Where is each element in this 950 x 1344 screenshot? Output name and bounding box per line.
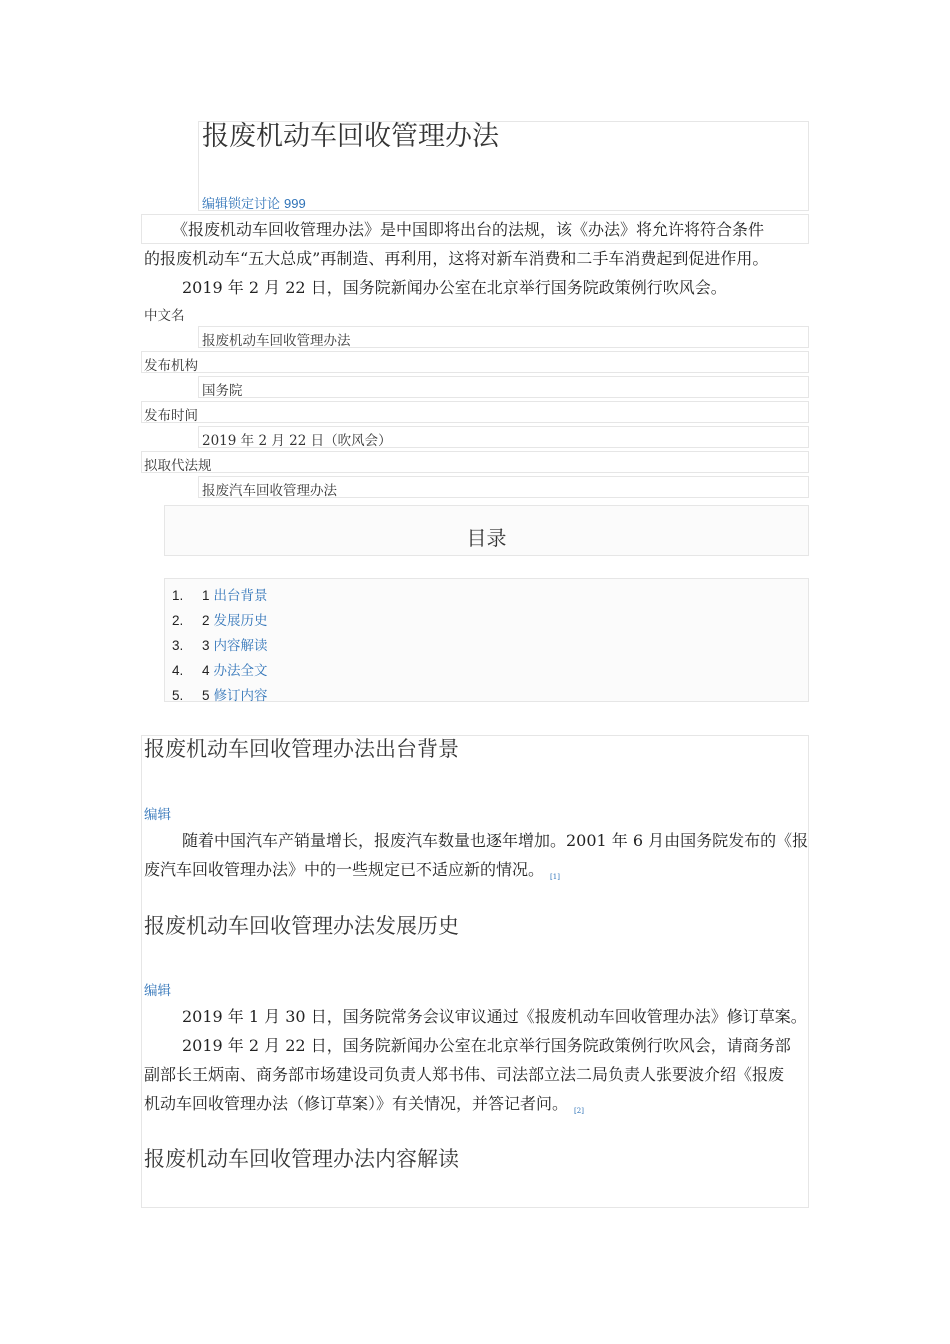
infobox-value-box [198,376,809,398]
infobox-value-date: 2019 年 2 月 22 日（吹风会） [202,433,392,449]
edit-link[interactable]: 编辑 [202,196,229,211]
citation-link[interactable]: [2] [574,1107,584,1115]
lock-link[interactable]: 锁定 [228,196,255,211]
infobox-value-replaced-law: 报废汽车回收管理办法 [202,483,337,499]
background-line-1: 随着中国汽车产销量增长，报废汽车数量也逐年增加。2001 年 6 月由国务院发布的《报 [182,831,809,850]
toc-link-revisions[interactable]: 修订内容 [213,688,268,704]
infobox-label-box [141,401,809,423]
infobox-label-box [141,451,809,473]
history-line-3: 副部长王炳南、商务部市场建设司负责人郑书伟、司法部立法二局负责人张要波介绍《报废 [144,1065,785,1084]
toc-link-background[interactable]: 出台背景 [213,588,268,604]
toc-item[interactable]: 4. 4 办法全文 [172,663,268,679]
discuss-link[interactable]: 讨论 [254,196,281,211]
edit-link[interactable]: 编辑 [144,807,171,823]
section-heading-background: 报废机动车回收管理办法出台背景 [144,737,459,761]
infobox-label-replaced-law: 拟取代法规 [144,458,212,474]
toc-link-history[interactable]: 发展历史 [213,613,268,629]
title-actions [202,193,306,212]
history-line-1: 2019 年 1 月 30 日，国务院常务会议审议通过《报废机动车回收管理办法》修订草案。 [182,1007,807,1026]
toc-link-interpretation[interactable]: 内容解读 [213,638,268,654]
content-frame [141,735,809,1208]
infobox-value-chinese-name: 报废机动车回收管理办法 [202,333,351,349]
infobox-label-date: 发布时间 [144,408,198,424]
infobox-label-box [141,351,809,373]
section-heading-interpretation: 报废机动车回收管理办法内容解读 [144,1147,459,1171]
edit-link[interactable]: 编辑 [144,983,171,999]
history-line-2: 2019 年 2 月 22 日，国务院新闻办公室在北京举行国务院政策例行吹风会，请商务部 [182,1036,791,1055]
intro-line-3: 2019 年 2 月 22 日，国务院新闻办公室在北京举行国务院政策例行吹风会。 [182,278,727,297]
toc-item[interactable]: 3. 3 内容解读 [172,638,268,654]
history-line-4: 机动车回收管理办法（修订草案）》有关情况，并答记者问。 $_{[2]}$ [144,1094,584,1115]
background-line-2: 废汽车回收管理办法》中的一些规定已不适应新的情况。 $_{[1]}$ [144,860,560,881]
page-title: 报废机动车回收管理办法 [202,121,499,152]
discuss-count[interactable]: 999 [284,196,306,211]
citation-link[interactable]: [1] [550,873,560,881]
toc-title: 目录 [466,526,507,550]
toc-item[interactable]: 5. 5 修订内容 [172,688,268,704]
infobox-label-publisher: 发布机构 [144,358,198,374]
section-heading-history: 报废机动车回收管理办法发展历史 [144,914,459,938]
infobox-label-chinese-name: 中文名 [144,308,185,324]
toc-item[interactable]: 1. 1 出台背景 [172,588,268,604]
intro-line-1: 《报废机动车回收管理办法》是中国即将出台的法规，该《办法》将允许将符合条件 [172,220,765,239]
toc-item[interactable]: 2. 2 发展历史 [172,613,268,629]
intro-line-2: 的报废机动车“五大总成”再制造、再利用，这将对新车消费和二手车消费起到促进作用。 [144,249,769,268]
infobox-value-publisher: 国务院 [202,383,243,399]
toc-link-full-text[interactable]: 办法全文 [213,663,268,679]
